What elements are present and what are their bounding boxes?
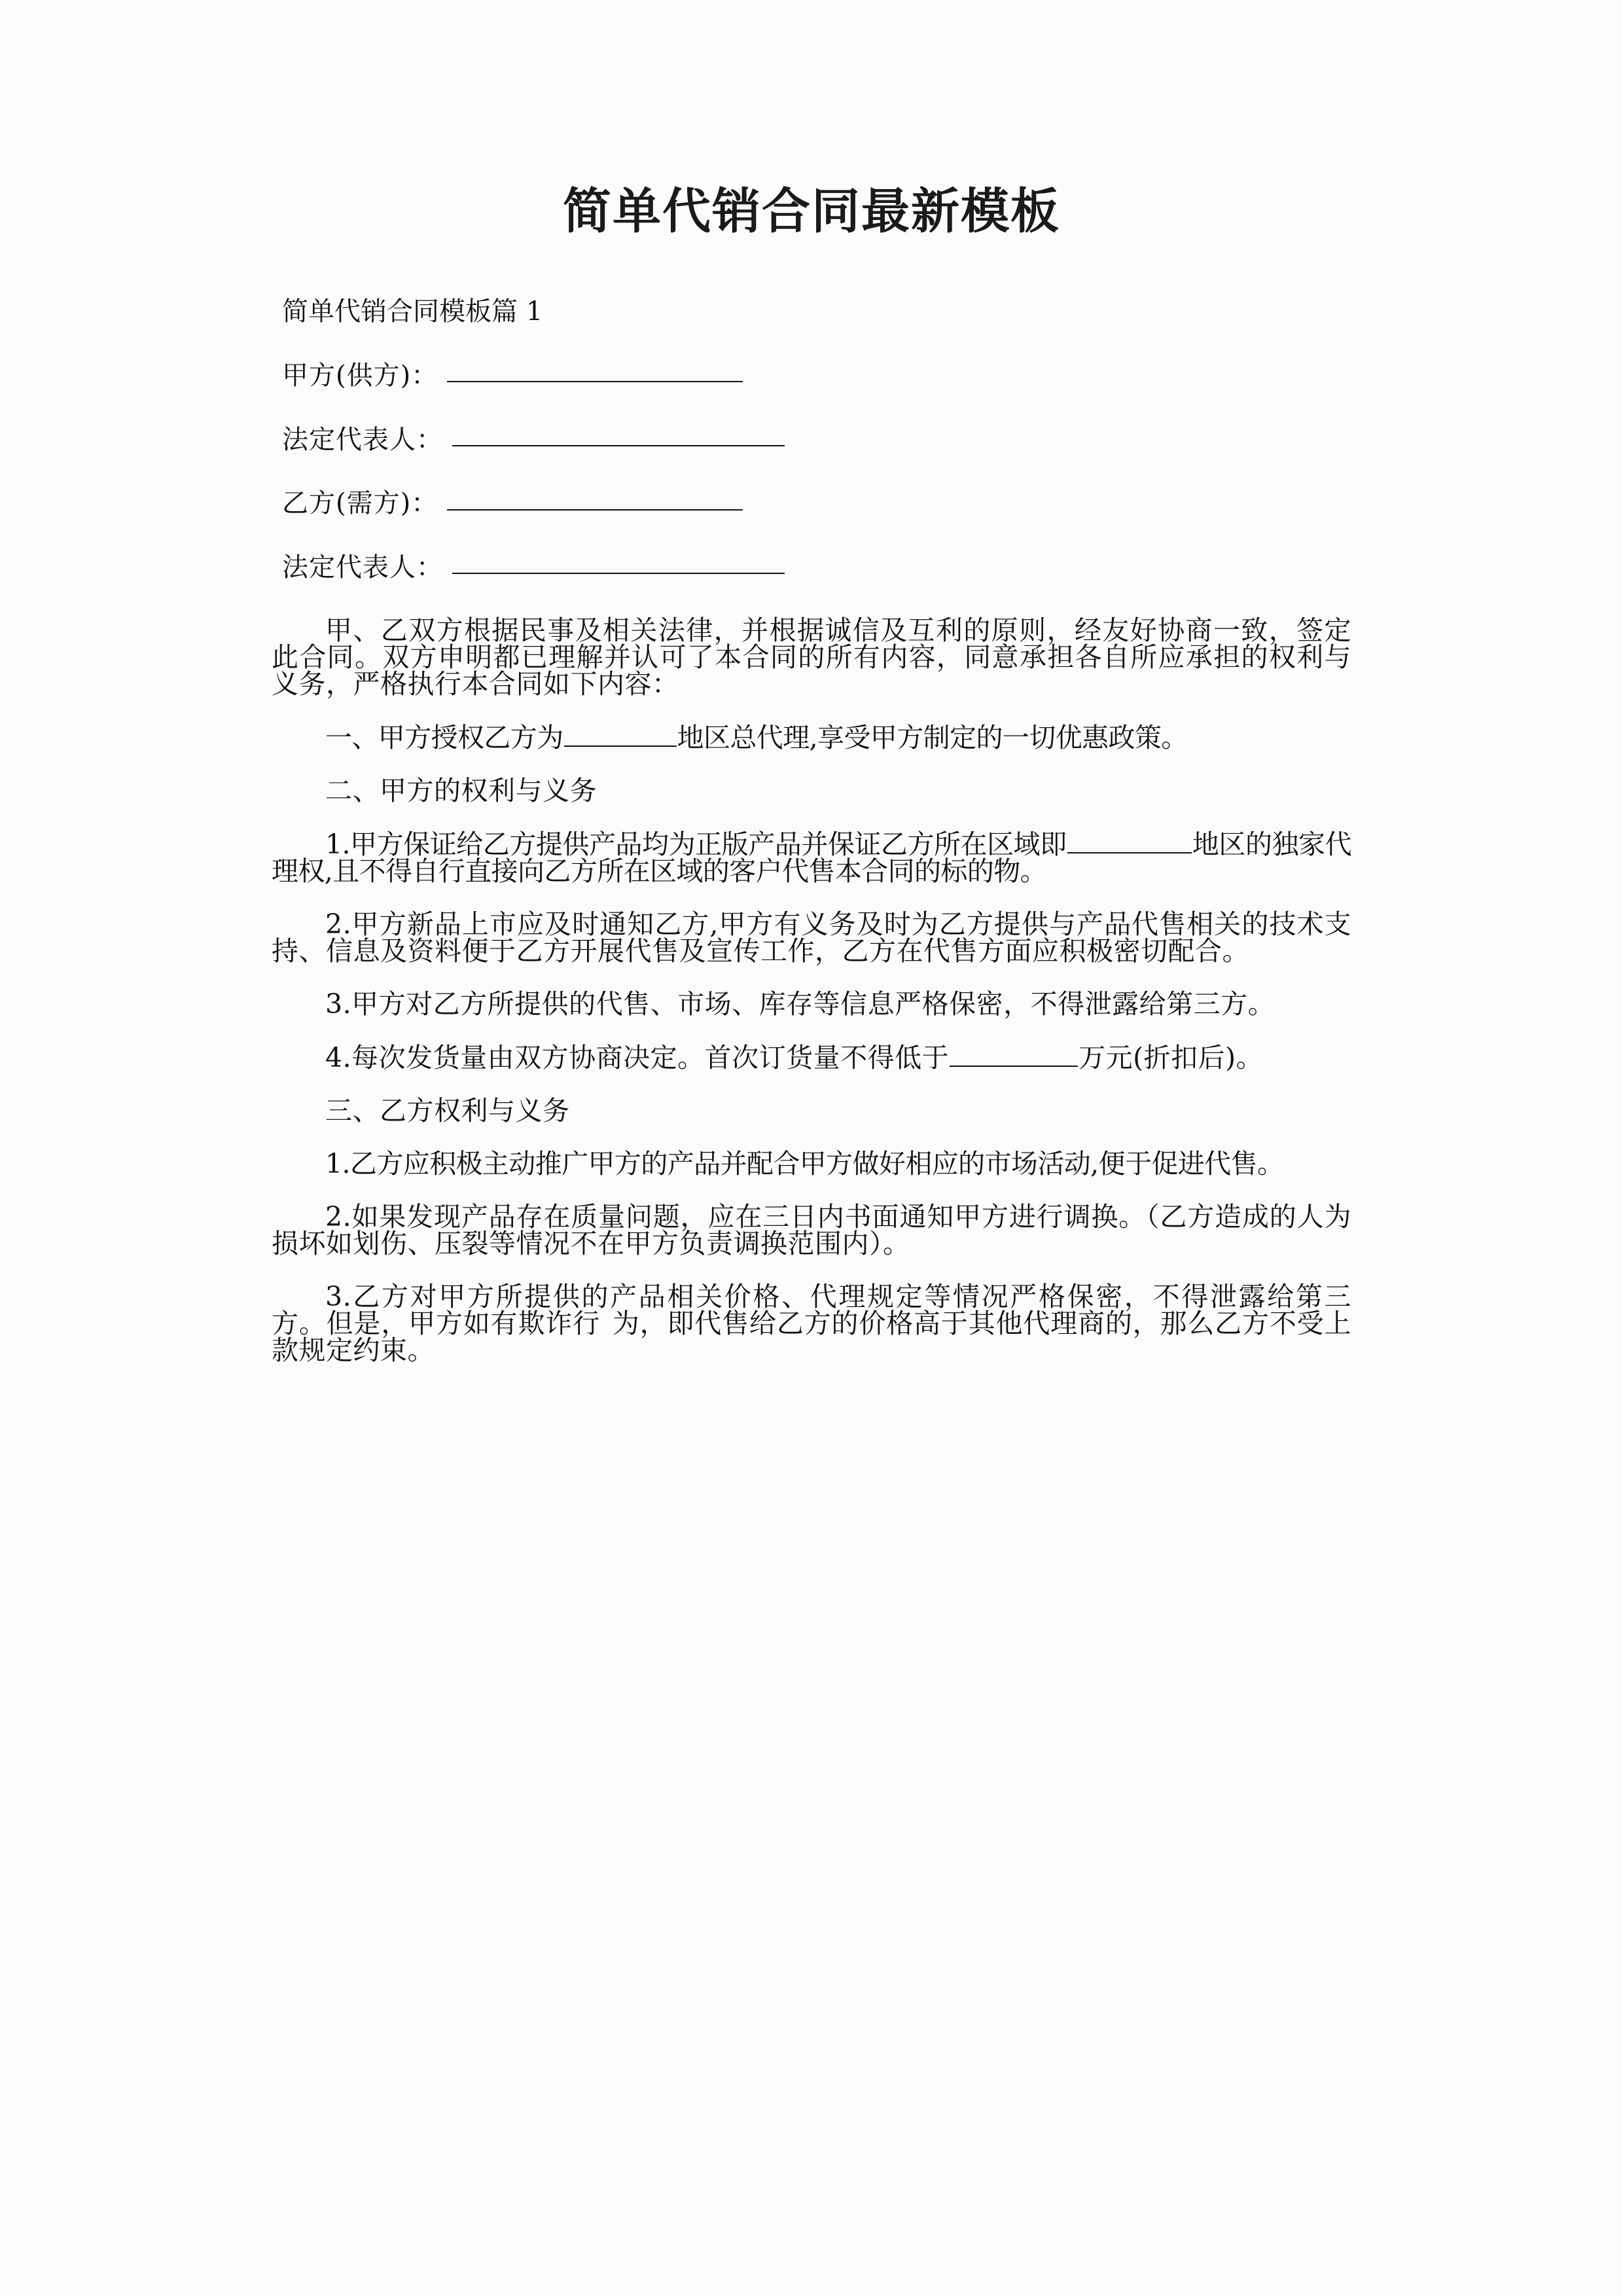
field-blank-legal-rep-b[interactable]	[452, 552, 785, 575]
section-three-item-1: 1.乙方应积极主动推广甲方的产品并配合甲方做好相应的市场活动,便于促进代售。	[325, 1147, 1284, 1179]
field-row-party-b	[272, 490, 1351, 517]
field-row-legal-rep-b	[272, 553, 1351, 581]
field-label-party-b: 乙方(需方)：	[282, 488, 438, 519]
section-two-item-2: 2.甲方新品上市应及时通知乙方,甲方有义务及时为乙方提供与产品代售相关的技术支持、信息及资料便于乙方开展代售及宣传工作，乙方在代售方面应积极密切配合。	[272, 908, 1351, 967]
field-label-legal-rep-a: 法定代表人：	[282, 424, 443, 455]
document-body	[272, 298, 1351, 1364]
clause-one-paragraph	[272, 721, 1351, 753]
section-two-item-4-suffix: 万元(折扣后)。	[1079, 1041, 1264, 1073]
section-three-item-3-part-b: 为，即代售给乙方的价格高于其他代理商的，那么乙方不受上款规定约束。	[272, 1307, 1352, 1366]
section-two-item-4-prefix: 4.每次发货量由双方协商决定。首次订货量不得低于	[325, 1041, 950, 1073]
section-three-heading: 三、乙方权利与义务	[325, 1094, 570, 1126]
section-three-item-3	[272, 1280, 1352, 1366]
clause-one-blank[interactable]	[564, 724, 677, 747]
section-two-heading: 二、甲方的权利与义务	[325, 774, 597, 806]
section-two-item-4-blank[interactable]	[950, 1044, 1078, 1067]
field-label-party-a: 甲方(供方)：	[282, 360, 438, 391]
section-two-item-1-blank[interactable]	[1067, 831, 1192, 853]
section-two-item-1-prefix: 1.甲方保证给乙方提供产品均为正版产品并保证乙方所在区域即	[325, 828, 1067, 860]
field-row-party-a	[272, 361, 1351, 389]
field-blank-party-b[interactable]	[447, 488, 743, 511]
section-two-item-4	[272, 1041, 1351, 1073]
field-row-legal-rep-a	[272, 425, 1351, 453]
field-label-legal-rep-b: 法定代表人：	[282, 552, 443, 583]
field-blank-legal-rep-a[interactable]	[452, 423, 785, 446]
page-title: 简单代销合同最新模板	[563, 183, 1060, 240]
section-two-item-1-suffix: 地区的独家代理权,且不得自行直接向乙方所在区域的客户代售本合同的标的物。	[272, 828, 1351, 887]
clause-one-suffix: 地区总代理,享受甲方制定的一切优惠政策。	[677, 721, 1188, 753]
section-two-item-3: 3.甲方对乙方所提供的代售、市场、库存等信息严格保密，不得泄露给第三方。	[325, 988, 1275, 1020]
clause-one-prefix: 一、甲方授权乙方为	[325, 721, 563, 753]
field-blank-party-a[interactable]	[447, 359, 743, 382]
document-subtitle: 简单代销合同模板篇 1	[282, 296, 543, 327]
section-three-item-3-part-a: 3.乙方对甲方所提供的产品相关价格、代理规定等情况严格保密，不得泄露给第三方。但是，甲方如有欺诈行	[272, 1280, 1351, 1339]
section-three-item-2: 2.如果发现产品存在质量问题，应在三日内书面通知甲方进行调换。（乙方造成的人为损坏如划伤、压裂等情况不在甲方负责调换范围内）。	[272, 1200, 1351, 1259]
section-two-item-1	[272, 828, 1351, 887]
preamble-paragraph: 甲、乙双方根据民事及相关法律，并根据诚信及互利的原则，经友好协商一致，签定此合同。双方申明都已理解并认可了本合同的所有内容，同意承担各自所应承担的权利与义务，严格执行本合同如下内容：	[272, 615, 1351, 700]
